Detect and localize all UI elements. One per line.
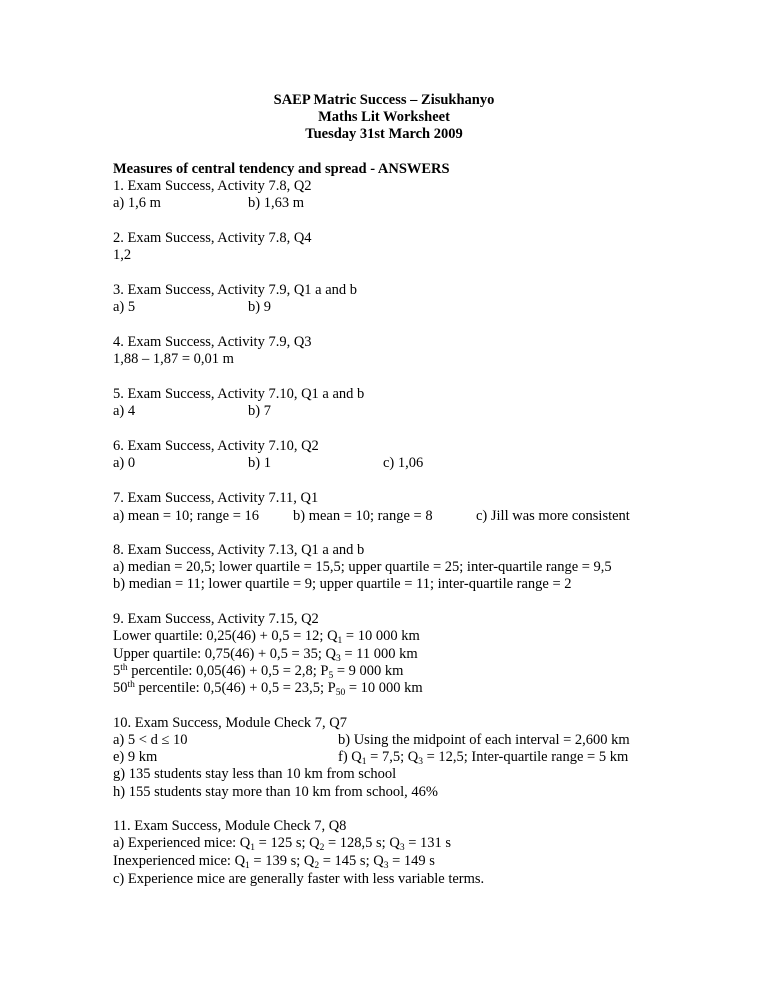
section-heading: Measures of central tendency and spread - ANSWERS	[113, 161, 450, 177]
q2-title: 2. Exam Success, Activity 7.8, Q4	[113, 230, 312, 246]
q6-answer-c: c) 1,06	[383, 455, 424, 471]
q9-lower-quartile: Lower quartile: 0,25(46) + 0,5 = 12; $Q_1 = 10$ 000 km	[113, 628, 420, 646]
q7-answer-b: b) mean = 10; range = 8	[293, 508, 433, 524]
header-subtitle: Maths Lit Worksheet	[318, 109, 450, 125]
q8-title: 8. Exam Success, Activity 7.13, Q1 a and b	[113, 542, 365, 558]
q6-answer-b: b) 1	[248, 455, 271, 471]
q7-answer-c: c) Jill was more consistent	[476, 508, 630, 524]
q11-answer-c: c) Experience mice are generally faster with less variable terms.	[113, 871, 485, 887]
q7-answer-a: a) mean = 10; range = 16	[113, 508, 259, 524]
q6-answer-a: a) 0	[113, 455, 136, 471]
q5-title: 5. Exam Success, Activity 7.10, Q1 a and b	[113, 386, 365, 402]
q9-title: 9. Exam Success, Activity 7.15, Q2	[113, 611, 319, 627]
q5-answer-a: a) 4	[113, 403, 136, 419]
q4-answer: 1,88 – 1,87 = 0,01 m	[113, 351, 234, 367]
q8-answer-a: a) median = 20,5; lower quartile = 15,5; upper quartile = 25; inter-quartile range = 9,5	[113, 559, 612, 575]
q9-upper-quartile: Upper quartile: 0,75(46) + 0,5 = 35; $Q_3 = 11$ 000 km	[113, 646, 418, 664]
q3-answer-b: b) 9	[248, 299, 271, 315]
q11-answer-inexperienced: Inexperienced mice: $Q_1 = 139$ s; $Q_2 = 145$ s; $Q_3 = 149$ s	[113, 853, 435, 871]
q10-answer-h: h) 155 students stay more than 10 km from school, 46%	[113, 784, 438, 800]
q10-title: 10. Exam Success, Module Check 7, Q7	[113, 715, 347, 731]
q3-answer-a: a) 5	[113, 299, 136, 315]
q11-answer-a: a) Experienced mice: $Q_1 = 125$ s; $Q_2 = 128,5$ s; $Q_3 = 131$ s	[113, 835, 452, 853]
header-title: SAEP Matric Success – Zisukhanyo	[273, 92, 495, 108]
q9-5th-percentile: 5th percentile: 0,05(46) + 0,5 = 2,8; $P_5 = 9$ 000 km	[113, 663, 404, 681]
q6-title: 6. Exam Success, Activity 7.10, Q2	[113, 438, 319, 454]
q2-answer: 1,2	[113, 247, 132, 263]
q8-answer-b: b) median = 11; lower quartile = 9; upper quartile = 11; inter-quartile range = 2	[113, 576, 572, 592]
q4-title: 4. Exam Success, Activity 7.9, Q3	[113, 334, 312, 350]
header-date: Tuesday 31st March 2009	[305, 126, 463, 142]
q5-answer-b: b) 7	[248, 403, 271, 419]
q11-title: 11. Exam Success, Module Check 7, Q8	[113, 818, 347, 834]
q1-answer-b: b) 1,63 m	[248, 195, 304, 211]
q10-answer-a: a) 5 < d ≤ 10	[113, 732, 188, 748]
q9-50th-percentile: 50th percentile: 0,5(46) + 0,5 = 23,5; $P_{50} = 10$ 000 km	[113, 680, 423, 698]
q1-answer-a: a) 1,6 m	[113, 195, 161, 211]
q3-title: 3. Exam Success, Activity 7.9, Q1 a and b	[113, 282, 358, 298]
q10-answer-b: b) Using the midpoint of each interval = 2,600 km	[338, 732, 630, 748]
q1-title: 1. Exam Success, Activity 7.8, Q2	[113, 178, 312, 194]
q10-answer-e: e) 9 km	[113, 749, 158, 765]
q7-title: 7. Exam Success, Activity 7.11, Q1	[113, 490, 319, 506]
q10-answer-g: g) 135 students stay less than 10 km from school	[113, 766, 397, 782]
q10-answer-f: f) $Q_1 = 7,5$; $Q_3 = 12,5$; Inter-quartile range = 5 km	[338, 749, 629, 767]
